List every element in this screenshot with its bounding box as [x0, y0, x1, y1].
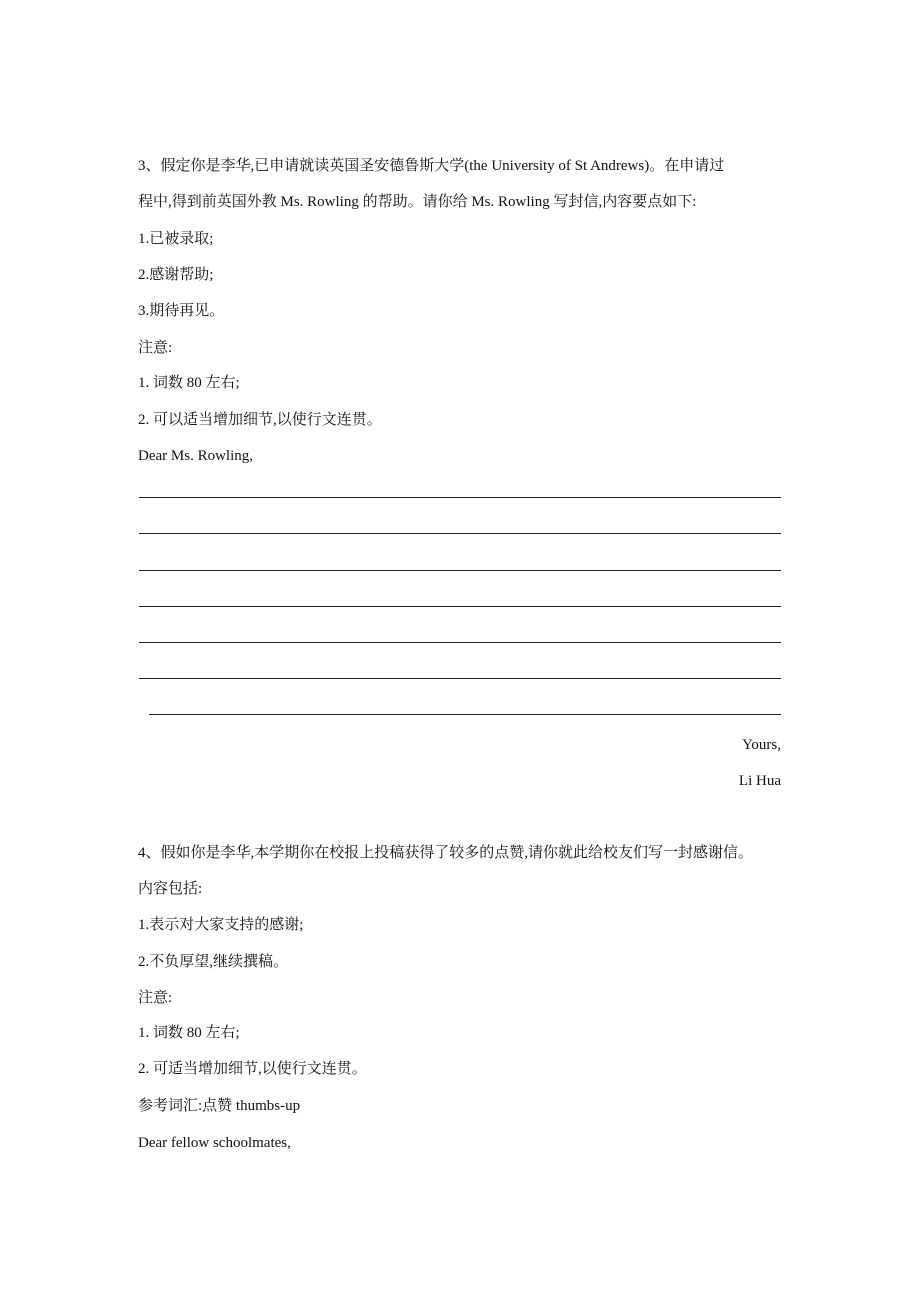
q4-notice-1: 1. 词数 80 左右;	[138, 1025, 240, 1041]
q4-content-label: 内容包括:	[138, 881, 203, 897]
answer-line	[139, 533, 781, 534]
q3-notice-1: 1. 词数 80 左右;	[138, 375, 240, 391]
answer-line	[139, 678, 781, 679]
q4-salutation: Dear fellow schoolmates,	[138, 1135, 291, 1151]
answer-line	[139, 497, 781, 498]
q3-salutation: Dear Ms. Rowling,	[138, 448, 253, 464]
q3-closing: Yours,	[742, 737, 781, 753]
q3-point-2: 2.感谢帮助;	[138, 267, 214, 283]
q4-point-2: 2.不负厚望,继续撰稿。	[138, 954, 289, 970]
answer-line	[139, 570, 781, 571]
q4-point-1: 1.表示对大家支持的感谢;	[138, 917, 304, 933]
q4-vocab: 参考词汇:点赞 thumbs-up	[138, 1098, 301, 1114]
q4-intro-line-1: 4、假如你是李华,本学期你在校报上投稿获得了较多的点赞,请你就此给校友们写一封感谢信。	[138, 845, 754, 861]
q3-intro-line-1: 3、假定你是李华,已申请就读英国圣安德鲁斯大学(the University of St Andrews)。在申请过	[138, 158, 725, 174]
answer-line	[139, 642, 781, 643]
q3-notice-label: 注意:	[138, 340, 173, 356]
q3-point-3: 3.期待再见。	[138, 303, 225, 319]
q3-signature: Li Hua	[738, 773, 781, 789]
q4-notice-2: 2. 可适当增加细节,以使行文连贯。	[138, 1061, 367, 1077]
answer-line	[139, 606, 781, 607]
answer-line	[149, 714, 781, 715]
q3-notice-2: 2. 可以适当增加细节,以使行文连贯。	[138, 412, 382, 428]
q3-point-1: 1.已被录取;	[138, 231, 214, 247]
q3-intro-line-2: 程中,得到前英国外教 Ms. Rowling 的帮助。请你给 Ms. Rowling 写封信,内容要点如下:	[138, 194, 697, 210]
q4-notice-label: 注意:	[138, 990, 173, 1006]
